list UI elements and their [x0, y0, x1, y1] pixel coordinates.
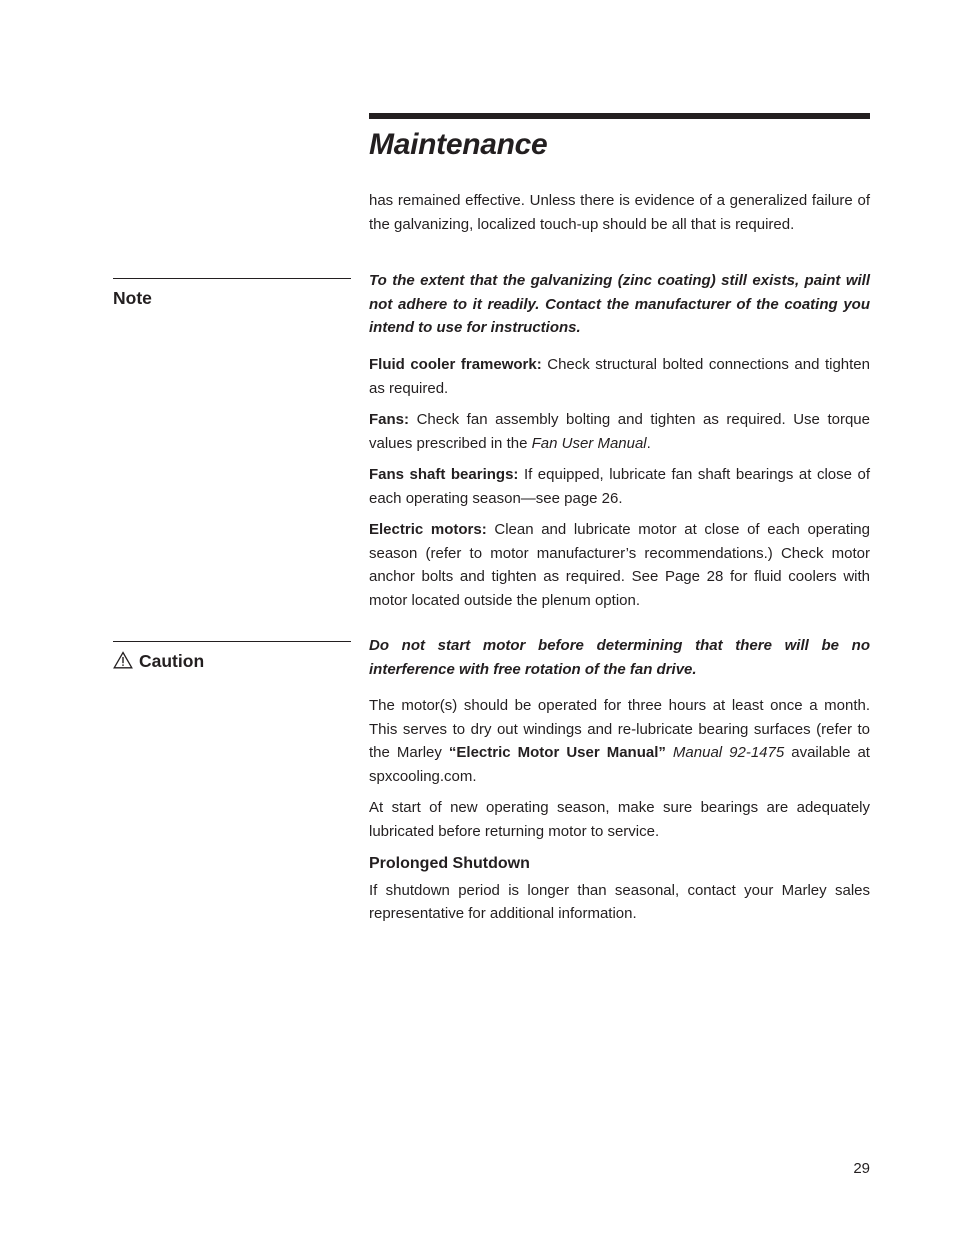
framework-text: Check structural bolted connections and tighten as required.: [369, 356, 870, 397]
motor-manual-title: “Electric Motor User Manual”: [448, 744, 666, 761]
operation-paragraph: [369, 694, 870, 788]
bearings-text: If equipped, lubricate fan shaft bearings at close of each operating season—see page 26.: [369, 466, 871, 507]
season-paragraph: At start of new operating season, make sure bearings are adequately lubricated before returning motor to service.: [369, 799, 870, 840]
operation-text: The motor(s) should be operated for three hours at least once a month. This serves to dry out windings and re-lubricate bearing surfaces (refer to the Marley: [369, 697, 870, 761]
note-label: Note: [113, 288, 152, 308]
caution-text: Do not start motor before determining that there will be no interference with free rotation of the fan drive.: [369, 637, 870, 678]
operation-section: [369, 694, 870, 926]
fans-paragraph: [369, 408, 870, 455]
intro-section: [369, 189, 870, 236]
fans-term: Fans:: [369, 411, 410, 428]
note-rule: [113, 278, 351, 279]
framework-paragraph: [369, 353, 870, 400]
motor-manual-number: Manual 92-1475: [672, 744, 785, 761]
fans-text: Check fan assembly bolting and tighten as required. Use torque values prescribed in the: [369, 411, 870, 452]
framework-term: Fluid cooler framework:: [369, 356, 542, 373]
maintenance-items: [369, 353, 870, 612]
note-text: To the extent that the galvanizing (zinc coating) still exists, paint will not adhere to it readily. Contact the manufacturer of the coating you intend to use for instructions.: [369, 272, 870, 336]
bearings-term: Fans shaft bearings:: [369, 466, 519, 483]
fans-text-end: .: [646, 434, 651, 452]
intro-paragraph: has remained effective. Unless there is evidence of a generalized failure of the galvanizing, localized touch-up should be all that is required.: [369, 192, 870, 233]
fan-manual-reference: Fan User Manual: [531, 434, 647, 452]
page-title: Maintenance: [369, 128, 548, 161]
warning-triangle-icon: [113, 651, 133, 674]
caution-label-text: Caution: [139, 651, 205, 671]
shutdown-paragraph: If shutdown period is longer than seasonal, contact your Marley sales representative for additional information.: [369, 881, 870, 922]
motors-paragraph: [369, 518, 870, 612]
page-number: 29: [853, 1160, 870, 1177]
note-section: [369, 269, 870, 340]
caution-label: [113, 651, 204, 674]
motors-text: Clean and lubricate motor at close of each operating season (refer to motor manufacturer’s recommendations.) Check motor anchor bolts and tighten as required. See Page 28 for fluid coolers with motor located outside the plenum option.: [369, 521, 870, 609]
bearings-paragraph: [369, 463, 870, 510]
operation-text-end: available at spxcooling.com.: [369, 744, 870, 785]
caution-rule: [113, 641, 351, 642]
header-rule: [369, 113, 870, 119]
caution-section: [369, 634, 870, 681]
motors-term: Electric motors:: [369, 521, 487, 538]
shutdown-heading: Prolonged Shutdown: [369, 855, 530, 872]
